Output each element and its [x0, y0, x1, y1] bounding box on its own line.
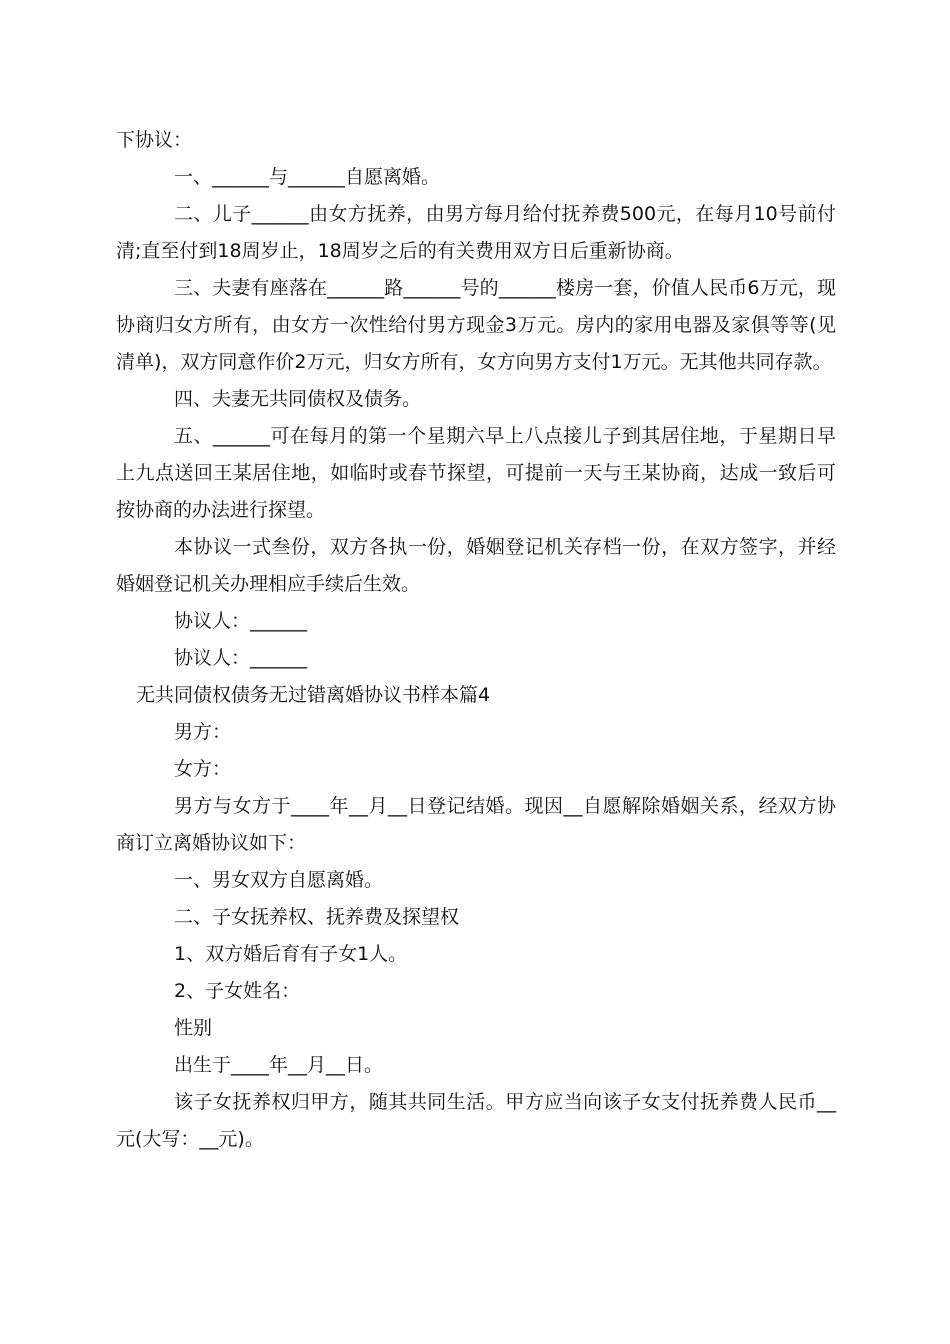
article-1: 一、男女双方自愿离婚。 [174, 869, 384, 891]
signatory-line-2: 协议人：______ [174, 647, 308, 669]
section-heading: 无共同债权债务无过错离婚协议书样本篇4 [136, 684, 491, 706]
child-gender: 性别 [174, 1017, 213, 1039]
agreement-validity: 本协议一式叁份，双方各执一份，婚姻登记机关存档一份，在双方签字，并经婚姻登记机关办理相应手续后生效。 [116, 536, 836, 595]
child-count: 1、双方婚后育有子女1人。 [174, 943, 408, 965]
child-name: 2、子女姓名： [174, 980, 301, 1002]
child-birth-date: 出生于____年__月__日。 [174, 1054, 384, 1076]
signatory-line-1: 协议人：______ [174, 610, 308, 632]
paragraph-intro-end: 下协议： [116, 129, 193, 151]
clause-5: 五、______可在每月的第一个星期六早上八点接儿子到其居住地，于星期日早上九点送回王某居住地，如临时或春节探望，可提前一天与王某协商，达成一致后可按协商的办法进行探望。 [116, 425, 836, 521]
clause-1: 一、______与______自愿离婚。 [174, 166, 441, 188]
clause-4: 四、夫妻无共同债权及债务。 [174, 388, 422, 410]
document-body [116, 122, 836, 1158]
article-2-heading: 二、子女抚养权、抚养费及探望权 [174, 906, 460, 928]
clause-2: 二、儿子______由女方抚养，由男方每月给付抚养费500元，在每月10号前付清;直至付到18周岁止，18周岁之后的有关费用双方日后重新协商。 [116, 203, 836, 262]
clause-3: 三、夫妻有座落在______路______号的______楼房一套，价值人民币6万元，现协商归女方所有，由女方一次性给付男方现金3万元。房内的家用电器及家俱等等(见清单)，双方同意作价2万元，归女方所有，女方向男方支付1万元。无其他共同存款。 [116, 277, 836, 373]
custody-and-support: 该子女抚养权归甲方，随其共同生活。甲方应当向该子女支付抚养费人民币__元(大写：__元)。 [116, 1091, 836, 1150]
female-party-line: 女方： [174, 758, 232, 780]
male-party-line: 男方： [174, 721, 232, 743]
marriage-statement: 男方与女方于____年__月__日登记结婚。现因__自愿解除婚姻关系，经双方协商订立离婚协议如下： [116, 795, 836, 854]
